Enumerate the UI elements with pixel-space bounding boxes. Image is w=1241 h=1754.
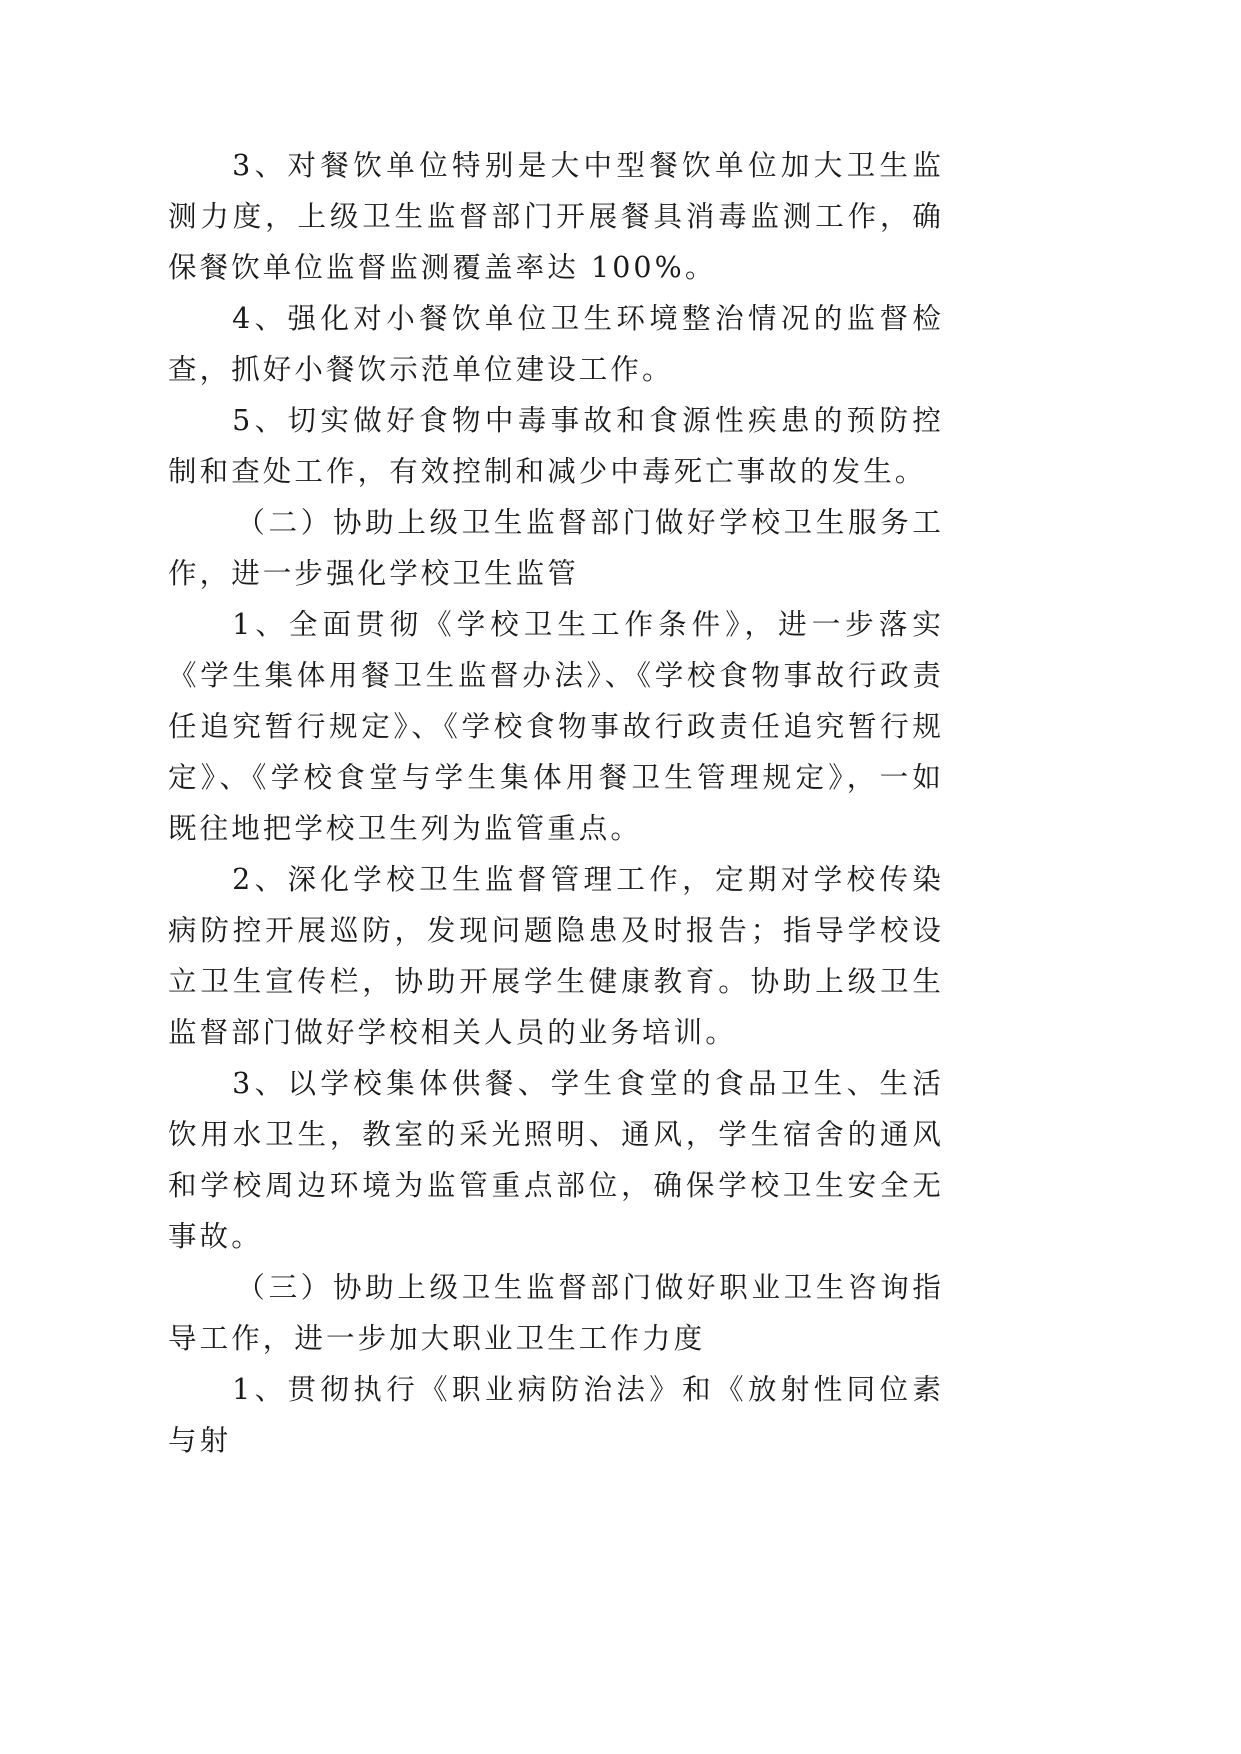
paragraph-item-1-occupational-law: 1、贯彻执行《职业病防治法》和《放射性同位素与射: [168, 1373, 944, 1457]
paragraph-item-5-food-poisoning: 5、切实做好食物中毒事故和食源性疾患的预防控制和查处工作，有效控制和减少中毒死亡事故的发生。: [168, 404, 944, 488]
paragraph-item-3-key-areas: 3、以学校集体供餐、学生食堂的食品卫生、生活饮用水卫生，教室的采光照明、通风，学生宿舍的通风和学校周边环境为监管重点部位，确保学校卫生安全无事故。: [168, 1067, 944, 1253]
paragraph-item-4-small-catering: 4、强化对小餐饮单位卫生环境整治情况的监督检查，抓好小餐饮示范单位建设工作。: [168, 302, 944, 386]
paragraph-item-2-school-supervision: 2、深化学校卫生监督管理工作，定期对学校传染病防控开展巡防，发现问题隐患及时报告；指导学校设立卫生宣传栏，协助开展学生健康教育。协助上级卫生监督部门做好学校相关人员的业务培训。: [168, 863, 944, 1049]
section-heading-school-hygiene: （二）协助上级卫生监督部门做好学校卫生服务工作，进一步强化学校卫生监管: [168, 506, 944, 590]
paragraph-item-3-catering-monitoring: 3、对餐饮单位特别是大中型餐饮单位加大卫生监测力度，上级卫生监督部门开展餐具消毒监测工作，确保餐饮单位监督监测覆盖率达 100%。: [168, 149, 944, 284]
section-heading-occupational-health: （三）协助上级卫生监督部门做好职业卫生咨询指导工作，进一步加大职业卫生工作力度: [168, 1271, 944, 1355]
document-body: [168, 140, 944, 1466]
paragraph-item-1-regulations: 1、全面贯彻《学校卫生工作条件》，进一步落实《学生集体用餐卫生监督办法》、《学校食物事故行政责任追究暂行规定》、《学校食物事故行政责任追究暂行规定》、《学校食堂与学生集体用餐卫生管理规定》，一如既往地把学校卫生列为监管重点。: [168, 608, 944, 845]
